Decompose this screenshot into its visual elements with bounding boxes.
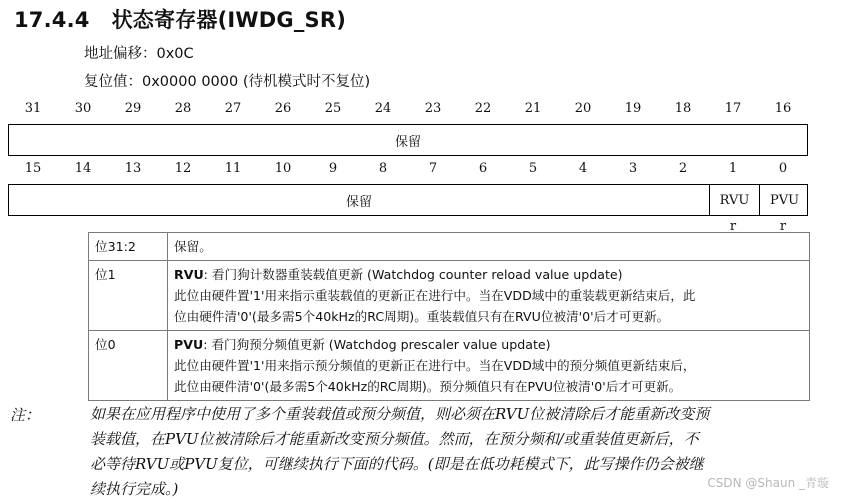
bit-number: 14 [74,161,92,176]
bit-number: 29 [124,101,142,116]
rvu-field: RVU [709,185,759,215]
section-number: 17.4.4 [14,8,90,32]
bit-number: 20 [574,101,592,116]
pvu-field: PVU [759,185,809,215]
bit-number: 12 [174,161,192,176]
lower-reserved-field: 保留 [345,194,372,210]
field-title: : 看门狗预分频值更新 (Watchdog prescaler value update) [203,337,551,352]
bit-number: 31 [24,101,42,116]
bit-number: 23 [424,101,442,116]
bit-number: 0 [778,161,788,176]
pvu-access-type: r [779,219,787,234]
bit-number: 11 [224,161,242,176]
bit-number: 30 [74,101,92,116]
bit-number: 5 [528,161,538,176]
bit-description-cell [168,331,810,401]
bit-number: 8 [378,161,388,176]
description-line: 此位由硬件置'1'用来指示重装载值的更新正在进行中。当在VDD域中的重装载更新结束后，此 [174,288,696,303]
rvu-access-type: r [729,219,737,234]
bit-number: 25 [324,101,342,116]
description-line: 位由硬件清'0'(最多需5个40kHz的RC周期)。重装载值只有在RVU位被清'0'后才可更新。 [174,309,670,324]
bit-number: 13 [124,161,142,176]
address-offset: 地址偏移：0x0C [84,46,194,62]
bit-number: 6 [478,161,488,176]
bit-range-cell: 位1 [89,261,168,331]
bit-number: 28 [174,101,192,116]
upper-register-box [8,124,808,156]
bit-number: 26 [274,101,292,116]
upper-bit-numbers [8,101,808,117]
note-line: 装载值，在PVU位被清除后才能重新改变预分频值。然而，在预分频和/或重装值更新后，不 [90,430,699,448]
bit-range-cell: 位0 [89,331,168,401]
field-name: PVU [174,337,204,352]
bit-number: 4 [578,161,588,176]
watermark: CSDN @Shaun _青璇 [707,476,829,490]
bit-number: 21 [524,101,542,116]
bit-number: 10 [274,161,292,176]
bit-number: 15 [24,161,42,176]
upper-reserved-field: 保留 [394,134,421,150]
bit-number: 27 [224,101,242,116]
section-title-text: 状态寄存器(IWDG_SR) [111,8,347,32]
bit-number: 16 [774,101,792,116]
table-row [89,261,810,331]
lower-bit-numbers [8,161,808,177]
bit-description-cell [168,261,810,331]
field-title: : 看门狗计数器重装载值更新 (Watchdog counter reload value update) [203,267,623,282]
bit-number: 17 [724,101,742,116]
bit-description-table [88,232,810,401]
field-name: RVU [174,267,204,282]
bit-number: 1 [728,161,738,176]
section-title [14,4,346,34]
bit-number: 9 [328,161,338,176]
note-line: 如果在应用程序中使用了多个重装载值或预分频值，则必须在RVU位被清除后才能重新改变预 [90,405,710,423]
note-label: 注： [10,406,41,424]
note-line: 续执行完成。) [90,480,179,498]
bit-number: 2 [678,161,688,176]
lower-register-box [8,184,808,216]
table-row [89,331,810,401]
bit-number: 24 [374,101,392,116]
description-line: 此位由硬件清'0'(最多需5个40kHz的RC周期)。预分频值只有在PVU位被清'0'后才可更新。 [174,379,682,394]
bit-range-cell: 位31:2 [89,233,168,261]
bit-number: 3 [628,161,638,176]
bit-number: 22 [474,101,492,116]
description-line: 此位由硬件置'1'用来指示预分频值的更新正在进行中。当在VDD域中的预分频值更新结束后， [174,358,696,373]
table-row [89,233,810,261]
bit-description-cell: 保留。 [168,233,810,261]
bit-number: 7 [428,161,438,176]
bit-number: 19 [624,101,642,116]
bit-number: 18 [674,101,692,116]
note-line: 必等待RVU或PVU复位，可继续执行下面的代码。(即是在低功耗模式下，此写操作仍会被继 [90,455,704,473]
reset-value: 复位值：0x0000 0000 (待机模式时不复位) [84,74,371,90]
